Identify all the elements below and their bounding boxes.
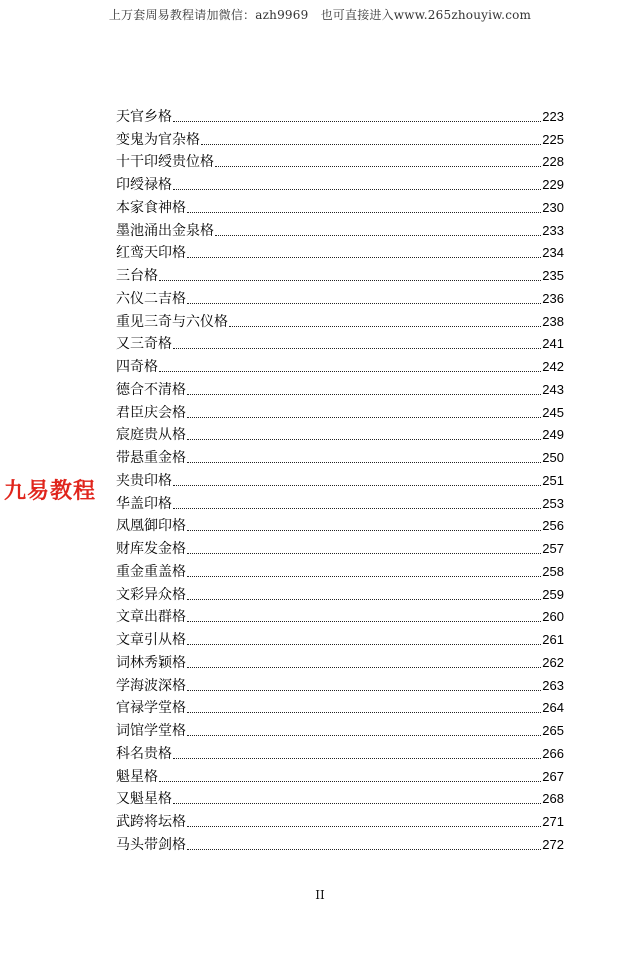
toc-entry[interactable] xyxy=(116,423,564,446)
toc-entry-title: 又三奇格 xyxy=(116,336,172,353)
toc-entry-page: 229 xyxy=(542,177,564,192)
toc-entry-title: 文章出群格 xyxy=(116,609,186,626)
toc-dot-leader xyxy=(173,484,541,486)
toc-entry-page: 245 xyxy=(542,404,564,420)
toc-entry-page: 261 xyxy=(542,632,564,647)
toc-dot-leader xyxy=(215,234,541,236)
toc-entry-title: 马头带剑格 xyxy=(116,836,186,853)
toc-dot-leader xyxy=(201,143,541,145)
toc-dot-leader xyxy=(159,780,541,782)
toc-dot-leader xyxy=(187,666,541,668)
toc-entry-page: 230 xyxy=(542,199,564,215)
toc-entry-page: 259 xyxy=(542,586,564,602)
toc-dot-leader xyxy=(187,211,541,213)
toc-entry[interactable] xyxy=(116,741,564,764)
toc-dot-leader xyxy=(187,734,541,736)
toc-entry-title: 凤凰御印格 xyxy=(116,518,186,535)
toc-entry[interactable] xyxy=(116,241,564,264)
toc-entry[interactable] xyxy=(116,536,564,559)
header-watermark: 上万套周易教程请加微信：azh9969 也可直接进入www.265zhouyiw.com xyxy=(108,8,532,22)
toc-entry[interactable] xyxy=(116,650,564,673)
toc-entry-page: 262 xyxy=(542,654,564,670)
toc-entry[interactable] xyxy=(116,445,564,468)
toc-dot-leader xyxy=(187,302,541,304)
toc-entry-title: 夹贵印格 xyxy=(116,472,172,489)
toc-entry-title: 本家食神格 xyxy=(116,199,186,216)
toc-dot-leader xyxy=(215,165,541,167)
toc-entry-title: 武跨将坛格 xyxy=(116,814,186,830)
toc-entry-title: 宸庭贵从格 xyxy=(116,427,186,444)
toc-entry-page: 243 xyxy=(542,381,564,397)
toc-entry[interactable] xyxy=(116,377,564,400)
toc-dot-leader xyxy=(187,643,541,645)
toc-entry-title: 文章引从格 xyxy=(116,632,186,648)
toc-dot-leader xyxy=(187,416,541,418)
toc-entry-page: 263 xyxy=(542,677,564,693)
toc-entry[interactable] xyxy=(116,787,564,810)
toc-entry[interactable] xyxy=(116,514,564,537)
side-watermark: 九易教程 xyxy=(4,479,97,504)
toc-entry[interactable] xyxy=(116,263,564,286)
toc-dot-leader xyxy=(173,188,541,190)
toc-dot-leader xyxy=(159,279,541,281)
toc-entry[interactable] xyxy=(116,491,564,514)
toc-entry[interactable] xyxy=(116,104,564,127)
toc-entry[interactable] xyxy=(116,150,564,173)
toc-entry-page: 257 xyxy=(542,541,564,556)
toc-entry-title: 文彩异众格 xyxy=(116,586,186,603)
toc-dot-leader xyxy=(173,347,541,349)
toc-dot-leader xyxy=(187,598,541,600)
toc-entry[interactable] xyxy=(116,809,564,832)
toc-entry-page: 258 xyxy=(542,563,564,579)
toc-dot-leader xyxy=(229,325,541,327)
toc-entry-title: 财库发金格 xyxy=(116,541,186,557)
toc-dot-leader xyxy=(173,120,541,122)
page-number: II xyxy=(315,888,325,902)
toc-entry[interactable] xyxy=(116,832,564,855)
toc-entry-title: 带悬重金格 xyxy=(116,450,186,466)
toc-dot-leader xyxy=(187,461,541,463)
toc-dot-leader xyxy=(159,370,541,372)
toc-entry-page: 260 xyxy=(542,609,564,625)
toc-dot-leader xyxy=(187,393,541,395)
toc-entry-title: 六仪二吉格 xyxy=(116,290,186,307)
toc-dot-leader xyxy=(187,825,541,827)
toc-entry[interactable] xyxy=(116,605,564,628)
toc-entry[interactable] xyxy=(116,286,564,309)
toc-entry-page: 266 xyxy=(542,745,564,761)
toc-entry-page: 241 xyxy=(542,336,564,352)
toc-entry[interactable] xyxy=(116,354,564,377)
toc-entry-page: 271 xyxy=(542,814,564,829)
toc-entry-page: 268 xyxy=(542,791,564,807)
toc-entry-title: 魁星格 xyxy=(116,768,158,785)
toc-entry-page: 264 xyxy=(542,700,564,716)
toc-entry-page: 235 xyxy=(542,268,564,283)
toc-entry-page: 253 xyxy=(542,495,564,511)
toc-entry[interactable] xyxy=(116,718,564,741)
table-of-contents xyxy=(116,104,564,855)
toc-entry[interactable] xyxy=(116,127,564,150)
toc-entry[interactable] xyxy=(116,559,564,582)
toc-entry-title: 又魁星格 xyxy=(116,791,172,808)
toc-entry-page: 272 xyxy=(542,836,564,852)
toc-entry-page: 256 xyxy=(542,518,564,534)
toc-entry-page: 242 xyxy=(542,359,564,374)
toc-entry-page: 250 xyxy=(542,450,564,465)
toc-dot-leader xyxy=(187,848,541,850)
toc-entry-title: 红鸾天印格 xyxy=(116,245,186,262)
toc-entry[interactable] xyxy=(116,172,564,195)
toc-entry-page: 267 xyxy=(542,768,564,784)
toc-dot-leader xyxy=(187,529,541,531)
toc-entry-page: 265 xyxy=(542,723,564,738)
toc-entry-title: 学海波深格 xyxy=(116,677,186,694)
toc-entry-page: 251 xyxy=(542,472,564,488)
toc-entry-title: 词馆学堂格 xyxy=(116,723,186,739)
toc-entry-title: 君臣庆会格 xyxy=(116,404,186,421)
toc-entry-title: 科名贵格 xyxy=(116,745,172,762)
toc-dot-leader xyxy=(187,620,541,622)
toc-entry[interactable] xyxy=(116,400,564,423)
toc-entry-page: 225 xyxy=(542,131,564,147)
toc-dot-leader xyxy=(173,507,541,509)
toc-dot-leader xyxy=(187,689,541,691)
toc-dot-leader xyxy=(173,802,541,804)
toc-entry-title: 重见三奇与六仪格 xyxy=(116,313,228,330)
toc-entry-title: 华盖印格 xyxy=(116,495,172,512)
toc-entry-title: 重金重盖格 xyxy=(116,563,186,580)
toc-entry-title: 三台格 xyxy=(116,268,158,284)
toc-entry-page: 223 xyxy=(542,108,564,124)
toc-entry-page: 233 xyxy=(542,222,564,238)
toc-entry[interactable] xyxy=(116,332,564,355)
toc-dot-leader xyxy=(187,575,541,577)
toc-entry[interactable] xyxy=(116,195,564,218)
toc-entry[interactable] xyxy=(116,696,564,719)
toc-entry[interactable] xyxy=(116,468,564,491)
toc-entry-page: 234 xyxy=(542,245,564,261)
toc-entry-page: 236 xyxy=(542,290,564,306)
toc-entry[interactable] xyxy=(116,673,564,696)
toc-entry-title: 变鬼为官杂格 xyxy=(116,131,200,148)
toc-entry-title: 词林秀颖格 xyxy=(116,654,186,671)
toc-dot-leader xyxy=(187,711,541,713)
toc-entry-page: 249 xyxy=(542,427,564,443)
toc-entry-title: 四奇格 xyxy=(116,359,158,375)
toc-dot-leader xyxy=(187,256,541,258)
toc-entry[interactable] xyxy=(116,309,564,332)
toc-dot-leader xyxy=(173,757,541,759)
toc-dot-leader xyxy=(187,552,541,554)
toc-entry[interactable] xyxy=(116,218,564,241)
toc-entry-title: 十干印绶贵位格 xyxy=(116,154,214,171)
toc-entry-title: 官禄学堂格 xyxy=(116,700,186,717)
toc-entry[interactable] xyxy=(116,582,564,605)
toc-dot-leader xyxy=(187,438,541,440)
toc-entry-title: 印绶禄格 xyxy=(116,177,172,193)
toc-entry-page: 228 xyxy=(542,154,564,170)
toc-entry-title: 德合不清格 xyxy=(116,381,186,398)
toc-entry-title: 天官乡格 xyxy=(116,108,172,125)
toc-entry-title: 墨池涌出金泉格 xyxy=(116,222,214,239)
toc-entry-page: 238 xyxy=(542,313,564,329)
toc-entry[interactable] xyxy=(116,764,564,787)
toc-entry[interactable] xyxy=(116,627,564,650)
